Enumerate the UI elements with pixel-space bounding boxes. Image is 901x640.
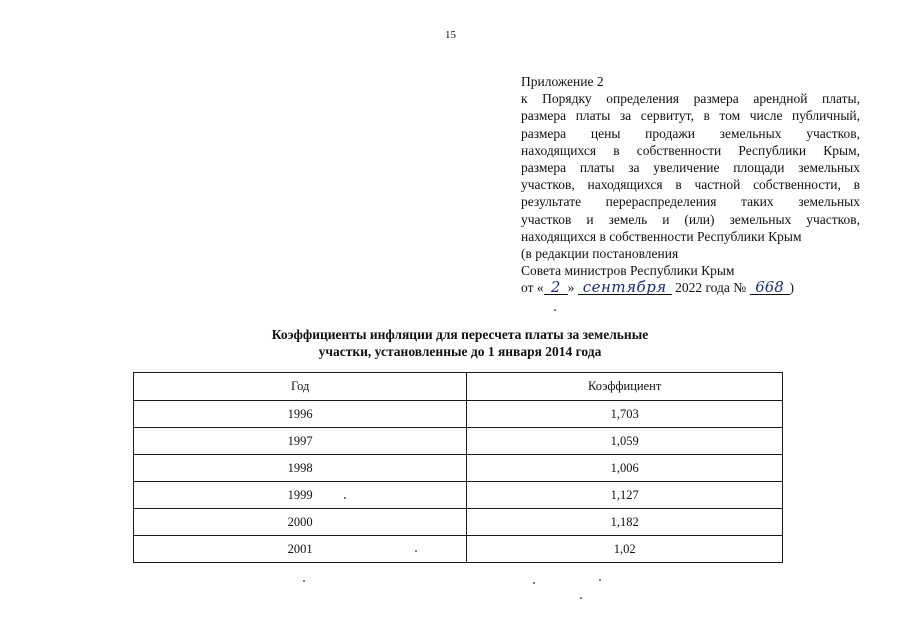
coefficient-cell: 1,127 (467, 482, 783, 509)
table-header-row (134, 373, 783, 401)
date-suffix: ) (789, 280, 795, 296)
edition-line: (в редакции постановления (521, 246, 679, 262)
header-year: Год (134, 373, 467, 401)
appendix-body-line: находящихся в собственности Республики Крым (521, 228, 802, 244)
scan-speck (533, 582, 535, 584)
table-title (160, 326, 760, 360)
appendix-body-line: результате перераспределения таких земельных (521, 194, 860, 210)
edition-line: Совета министров Республики Крым (521, 263, 735, 279)
year-cell: 1998 (134, 455, 467, 482)
scan-speck (580, 597, 582, 599)
year-cell: 1999 (134, 482, 467, 509)
year-cell: 1997 (134, 428, 467, 455)
scan-speck (554, 309, 556, 311)
table-row (134, 482, 783, 509)
appendix-heading: Приложение 2 (521, 74, 604, 89)
page-number: 15 (445, 29, 456, 41)
year-cell: 2001 (134, 536, 467, 563)
coefficient-cell: 1,02 (467, 536, 783, 563)
table-row (134, 536, 783, 563)
scan-speck (344, 497, 346, 499)
header-coefficient: Коэффициент (467, 373, 783, 401)
year-cell: 2000 (134, 509, 467, 536)
date-mid: » (567, 280, 575, 296)
scan-speck (303, 580, 305, 582)
scan-speck (415, 550, 417, 552)
year-cell: 1996 (134, 401, 467, 428)
appendix-body-line: к Порядку определения размера арендной платы, (521, 91, 860, 107)
coefficient-cell: 1,006 (467, 455, 783, 482)
table-title-line: Коэффициенты инфляции для пересчета платы за земельные (271, 327, 649, 342)
table-row (134, 509, 783, 536)
appendix-body-line: участков, находящихся в частной собственности, в (521, 177, 860, 193)
coefficient-cell: 1,703 (467, 401, 783, 428)
appendix-body-line: находящихся в собственности Республики Крым, (521, 142, 860, 158)
handwritten-month: сентября (578, 280, 672, 295)
handwritten-decree-number: 668 (750, 280, 790, 295)
table-row (134, 455, 783, 482)
inflation-coefficient-table (133, 372, 783, 563)
appendix-body-line: размера цены продажи земельных участков, (521, 125, 860, 141)
appendix-body-line: участков и земель и (или) земельных участков, (521, 211, 860, 227)
decree-date-line (521, 279, 860, 296)
appendix-body-line: размера платы за увеличение площади земельных (521, 160, 860, 176)
handwritten-day: 2 (544, 280, 568, 295)
scan-speck (599, 579, 601, 581)
coefficient-cell: 1,059 (467, 428, 783, 455)
date-prefix: от « (521, 280, 544, 296)
table-row (134, 401, 783, 428)
table-title-line: участки, установленные до 1 января 2014 года (318, 344, 602, 359)
coefficient-cell: 1,182 (467, 509, 783, 536)
table-row (134, 428, 783, 455)
date-year: 2022 года № (675, 280, 747, 296)
appendix-header (521, 73, 860, 297)
appendix-body-line: размера платы за сервитут, в том числе публичный, (521, 108, 860, 124)
